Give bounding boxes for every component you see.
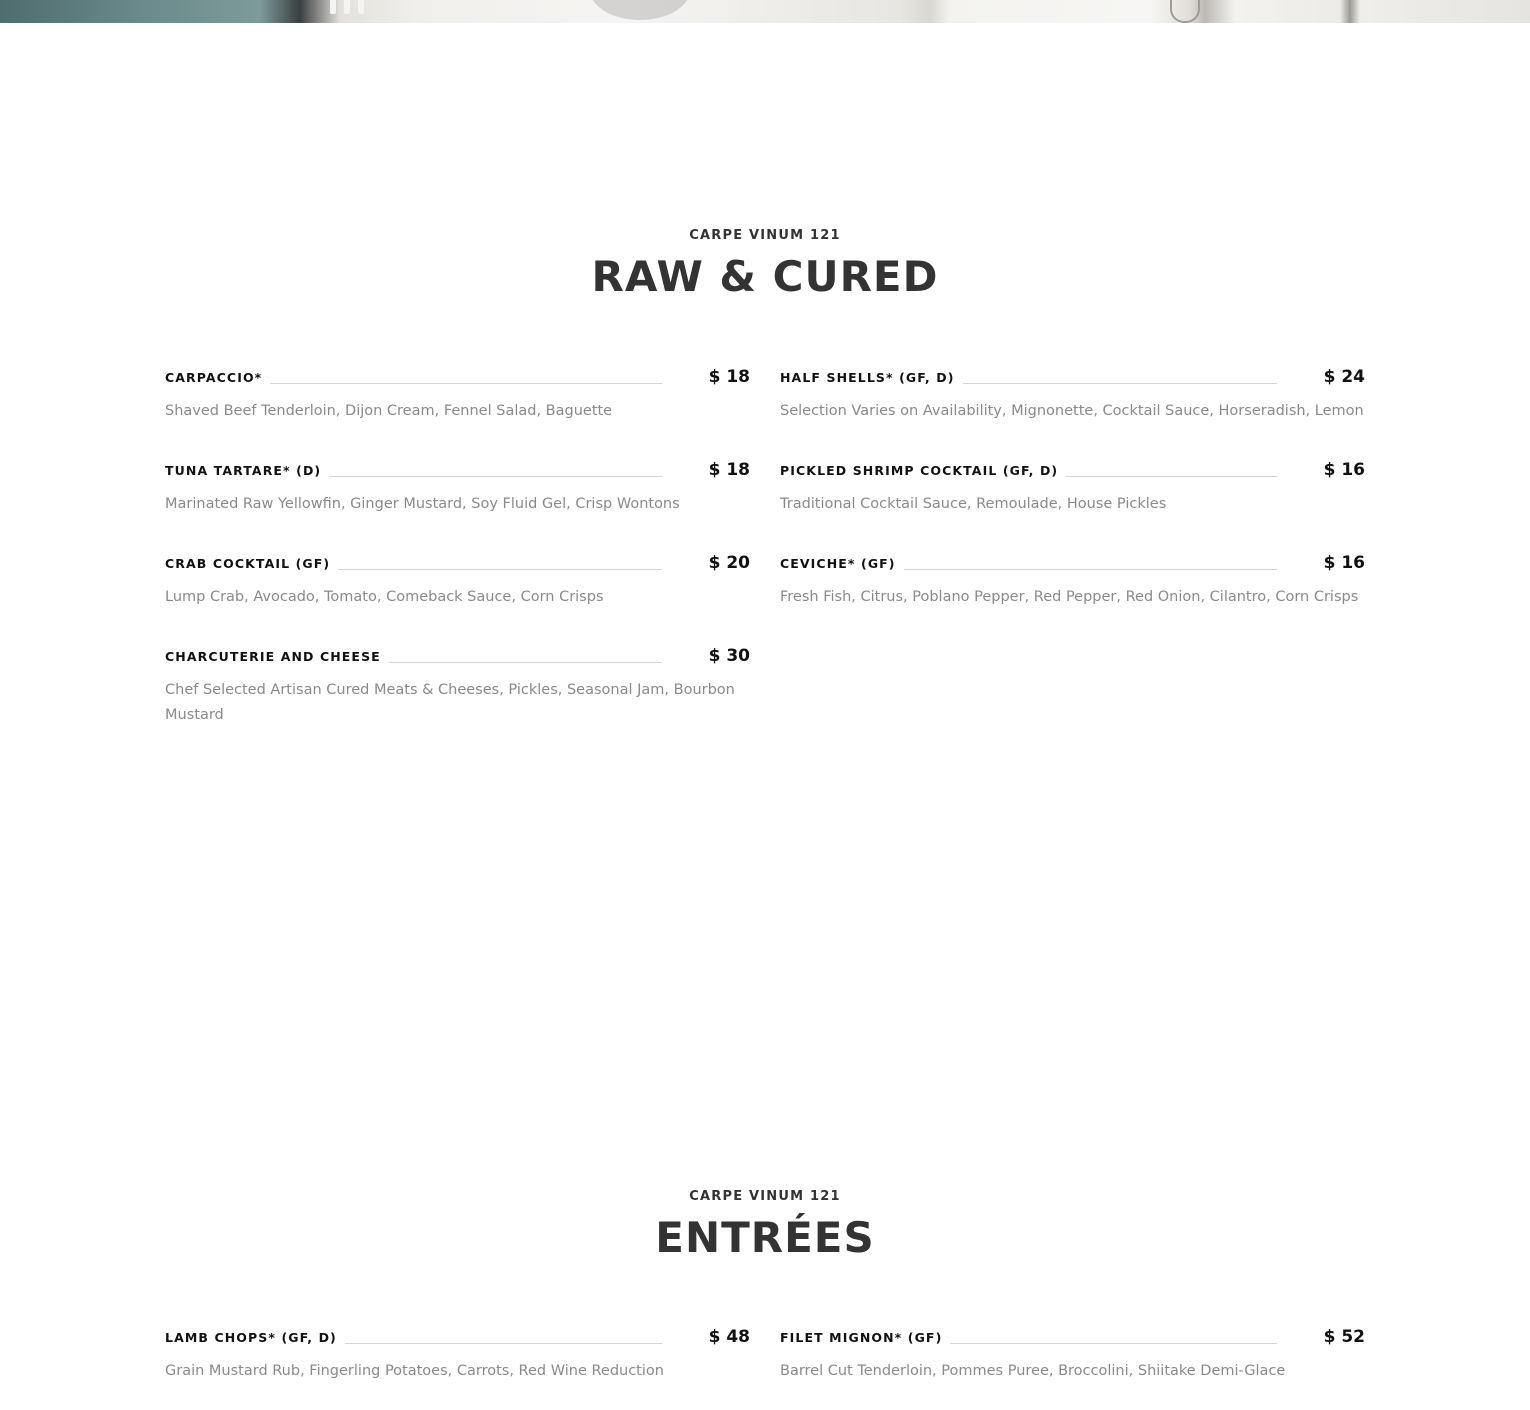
item-name: HALF SHELLS* (GF, D) bbox=[780, 370, 963, 385]
item-price: $ 30 bbox=[708, 646, 750, 666]
item-name: TUNA TARTARE* (D) bbox=[165, 463, 329, 478]
item-description: Selection Varies on Availability, Mignonette, Cocktail Sauce, Horseradish, Lemon bbox=[780, 403, 1364, 419]
item-description: Chef Selected Artisan Cured Meats & Cheeses, Pickles, Seasonal Jam, Bourbon Mustard bbox=[165, 682, 735, 723]
section-kicker: CARPE VINUM 121 bbox=[689, 1189, 841, 1204]
item-name: CRAB COCKTAIL (GF) bbox=[165, 556, 338, 571]
menu-item bbox=[780, 1327, 1365, 1384]
item-price: $ 48 bbox=[708, 1327, 750, 1347]
menu-item bbox=[165, 460, 750, 517]
fork-image bbox=[330, 0, 390, 23]
item-price: $ 16 bbox=[1323, 553, 1365, 573]
item-name: CEVICHE* (GF) bbox=[780, 556, 904, 571]
item-price: $ 18 bbox=[708, 460, 750, 480]
section-kicker: CARPE VINUM 121 bbox=[689, 228, 841, 243]
item-name: CARPACCIO* bbox=[165, 370, 270, 385]
item-name: PICKLED SHRIMP COCKTAIL (GF, D) bbox=[780, 463, 1066, 478]
item-price: $ 24 bbox=[1323, 367, 1365, 387]
item-price: $ 52 bbox=[1323, 1327, 1365, 1347]
menu-item bbox=[165, 646, 750, 728]
menu-item bbox=[780, 367, 1365, 424]
item-description: Lump Crab, Avocado, Tomato, Comeback Sauce, Corn Crisps bbox=[165, 589, 604, 605]
item-name: LAMB CHOPS* (GF, D) bbox=[165, 1330, 345, 1345]
menu-item bbox=[165, 1327, 750, 1384]
menu-item bbox=[780, 460, 1365, 517]
cup-handle-image bbox=[1170, 0, 1200, 23]
item-description: Marinated Raw Yellowfin, Ginger Mustard, Soy Fluid Gel, Crisp Wontons bbox=[165, 496, 680, 512]
item-description: Traditional Cocktail Sauce, Remoulade, House Pickles bbox=[780, 496, 1167, 512]
item-description: Barrel Cut Tenderloin, Pommes Puree, Broccolini, Shiitake Demi-Glace bbox=[780, 1363, 1286, 1379]
item-price: $ 20 bbox=[708, 553, 750, 573]
section-title: RAW & CURED bbox=[591, 252, 939, 301]
menu-item bbox=[165, 367, 750, 424]
item-name: FILET MIGNON* (GF) bbox=[780, 1330, 950, 1345]
menu-item bbox=[165, 553, 750, 610]
section-title: ENTRÉES bbox=[655, 1213, 875, 1262]
plate-image bbox=[590, 0, 690, 20]
item-description: Fresh Fish, Citrus, Poblano Pepper, Red Pepper, Red Onion, Cilantro, Corn Crisps bbox=[780, 589, 1359, 605]
hero-photo-strip bbox=[0, 0, 1530, 23]
item-price: $ 18 bbox=[708, 367, 750, 387]
item-description: Shaved Beef Tenderloin, Dijon Cream, Fennel Salad, Baguette bbox=[165, 403, 613, 419]
menu-item bbox=[780, 553, 1365, 610]
item-description: Grain Mustard Rub, Fingerling Potatoes, Carrots, Red Wine Reduction bbox=[165, 1363, 664, 1379]
item-price: $ 16 bbox=[1323, 460, 1365, 480]
item-name: CHARCUTERIE AND CHEESE bbox=[165, 649, 389, 664]
